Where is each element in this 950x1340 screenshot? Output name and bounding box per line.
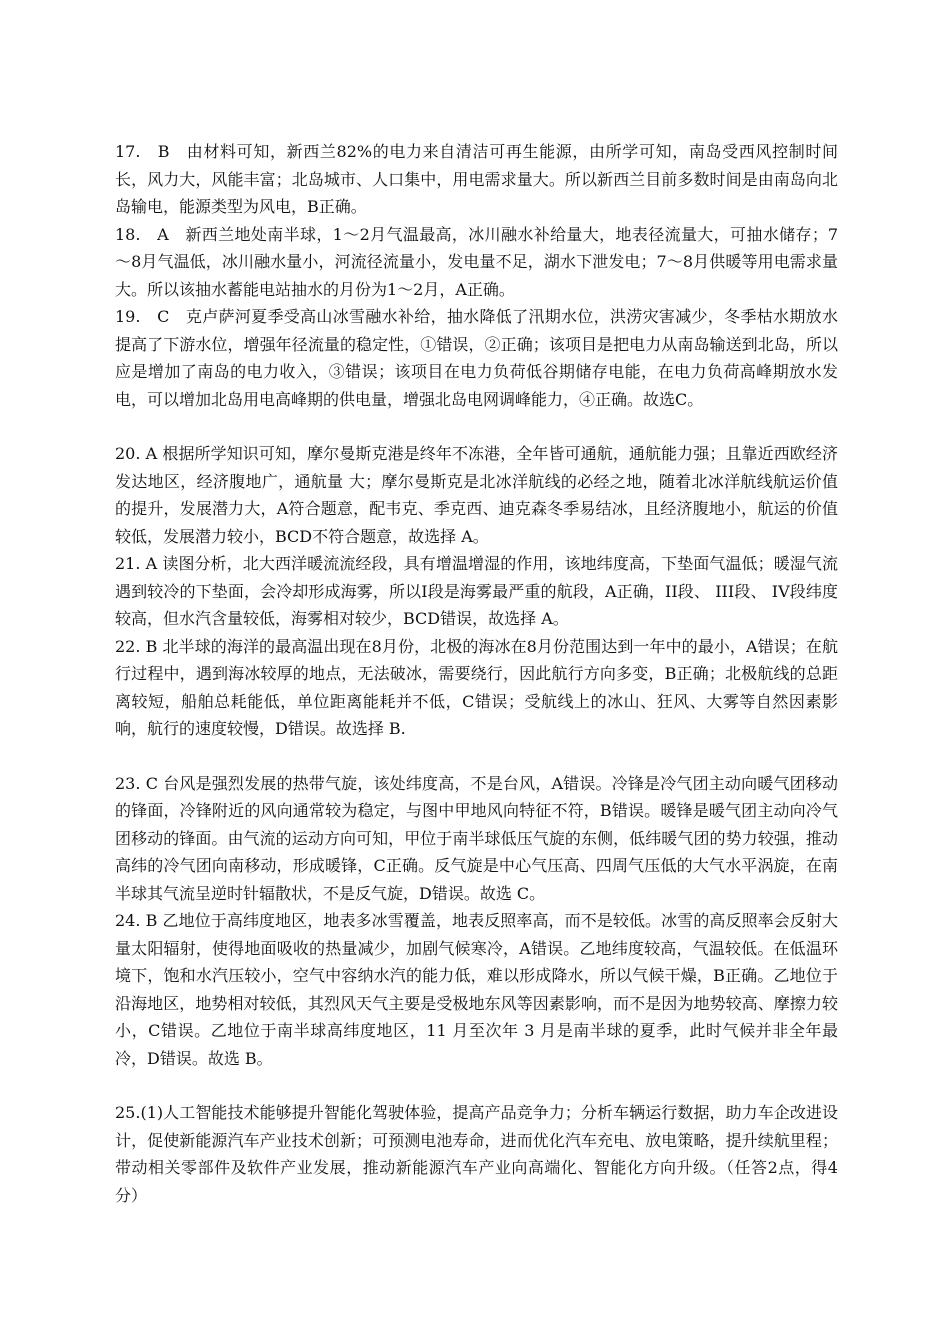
answer-17: 17. B 由材料可知，新西兰82%的电力来自清洁可再生能源，由所学可知，南岛受西风控制时间长，风力大，风能丰富；北岛城市、人口集中，用电需求量大。所以新西兰目前多数时间是由南岛向北岛输电，能源类型为风电，B正确。 [115, 142, 838, 216]
answer-24: 24. B 乙地位于高纬度地区，地表多冰雪覆盖，地表反照率高，而不是较低。冰雪的高反照率会反射大量太阳辐射，使得地面吸收的热量减少，加剧气候寒冷，A错误。乙地纬度较高，气温较低。在低温环境下，饱和水汽压较小，空气中容纳水汽的能力低，难以形成降水，所以气候干燥，B正确。乙地位于沿海地区，地势相对较低，其烈风天气主要是受极地东风等因素影响，而不是因为地势较高、摩擦力较小，C错误。乙地位于南半球高纬度地区，11 月至次年 3 月是南半球的夏季，此时气候并非全年最冷，D错误。故选 B。 [115, 911, 838, 1068]
answer-18: 18. A 新西兰地处南半球，1～2月气温最高，冰川融水补给量大，地表径流量大，可抽水储存；7～8月气温低，冰川融水量小，河流径流量小，发电量不足，湖水下泄发电；7～8月供暖等用电需求量大。所以该抽水蓄能电站抽水的月份为1～2月，A正确。 [115, 224, 838, 299]
answer-21: 21. A 读图分析，北大西洋暖流流经段，具有增温增湿的作用，该地纬度高，下垫面气温低；暖湿气流遇到较冷的下垫面，会冷却形成海雾，所以Ⅰ段是海雾最严重的航段，A正确，II段、 III段、 IV段纬度较高，但水汽含量较低，海雾相对较少，BCD错误，故选择 A。 [115, 554, 838, 628]
section-spacer [115, 1072, 838, 1099]
answer-25: 25.(1)人工智能技术能够提升智能化驾驶体验，提高产品竞争力；分析车辆运行数据，助力车企改进设计，促使新能源汽车产业技术创新；可预测电池寿命，进而优化汽车充电、放电策略，提升续航里程；带动相关零部件及软件产业发展，推动新能源汽车产业向高端化、智能化方向升级。（任答2点，得4分） [115, 1103, 838, 1205]
section-spacer [115, 743, 838, 770]
section-spacer [115, 413, 838, 440]
answer-19: 19. C 克卢萨河夏季受高山冰雪融水补给，抽水降低了汛期水位，洪涝灾害减少，冬季枯水期放水提高了下游水位，增强年径流量的稳定性，①错误，②正确；该项目是把电力从南岛输送到北岛，所以应是增加了南岛的电力收入，③错误；该项目在电力负荷低谷期储存电能，在电力负荷高峰期放水发电，可以增加北岛用电高峰期的供电量，增强北岛电网调峰能力，④正确。故选C。 [115, 307, 838, 409]
answer-23: 23. C 台风是强烈发展的热带气旋，该处纬度高，不是台风，A错误。冷锋是冷气团主动向暖气团移动的锋面，冷锋附近的风向通常较为稳定，与图中甲地风向特征不符，B错误。暖锋是暖气团主动向冷气团移动的锋面。由气流的运动方向可知，甲位于南半球低压气旋的东侧，低纬暖气团的势力较强，推动高纬的冷气团向南移动，形成暖锋，C正确。反气旋是中心气压高、四周气压低的大气水平涡旋，在南半球其气流呈逆时针辐散状，不是反气旋，D错误。故选 C。 [115, 773, 838, 903]
answer-20: 20. A 根据所学知识可知，摩尔曼斯克港是终年不冻港，全年皆可通航，通航能力强；且靠近西欧经济发达地区，经济腹地广，通航量 大；摩尔曼斯克是北冰洋航线的必经之地，随着北冰洋航线航运价值的提升，发展潜力大，A符合题意，配韦克、季克西、迪克森冬季易结冰，且经济腹地小，航运的价值较低，发展潜力较小，BCD不符合题意，故选择 A。 [115, 444, 838, 546]
answer-22: 22. B 北半球的海洋的最高温出现在8月份，北极的海冰在8月份范围达到一年中的最小，A错误；在航行过程中，遇到海冰较厚的地点，无法破冰，需要绕行，因此航行方向多变，B正确；北极航线的总距离较短，船舶总耗能低，单位距离能耗并不低，C错误；受航线上的冰山、狂风、大雾等自然因素影响，航行的速度较慢，D错误。故选择 B. [115, 636, 838, 738]
